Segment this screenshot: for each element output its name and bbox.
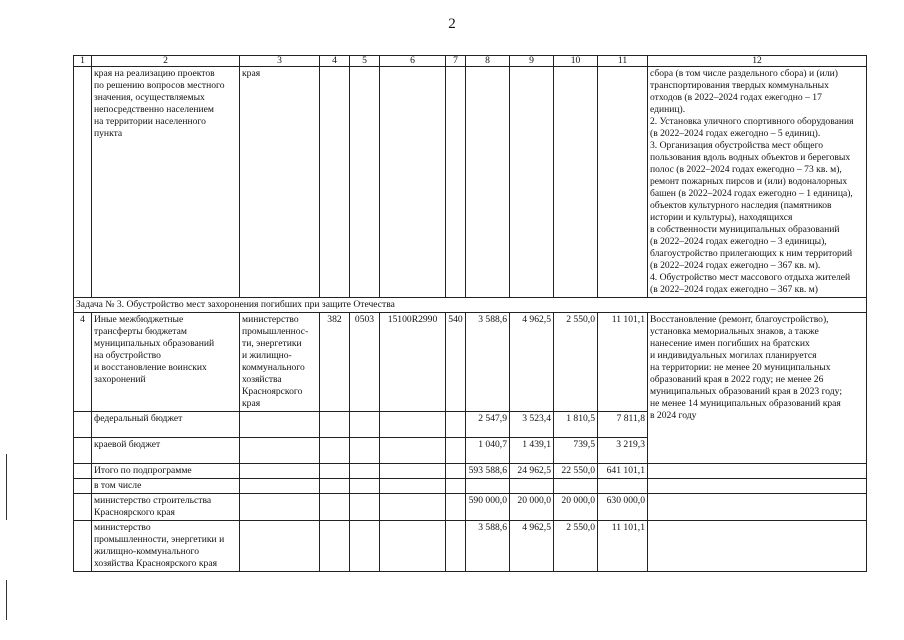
table-row [74, 67, 867, 298]
budget-source-label: федеральный бюджет [92, 412, 240, 438]
value-2022: 3 588,6 [466, 313, 510, 412]
table-row [74, 313, 867, 412]
value-total: 641 101,1 [598, 464, 648, 479]
column-number: 10 [554, 56, 598, 67]
page-number: 2 [448, 16, 456, 32]
value-2022: 593 588,6 [466, 464, 510, 479]
table-row [74, 521, 867, 572]
table-row [74, 479, 867, 494]
including-label: в том числе [92, 479, 240, 494]
value-2023: 20 000,0 [510, 494, 554, 521]
scan-edge-mark [6, 580, 7, 620]
measure-name: края на реализацию проектов по решению вопросов местного значения, осуществляемых непосредственно населением на территории населенного пункта [92, 67, 240, 298]
value-2023: 4 962,5 [510, 521, 554, 572]
vr-code: 540 [446, 313, 466, 412]
value-total: 3 219,3 [598, 438, 648, 464]
column-number: 4 [320, 56, 350, 67]
value-total: 11 101,1 [598, 521, 648, 572]
value-2022: 2 547,9 [466, 412, 510, 438]
column-number: 7 [446, 56, 466, 67]
value-2024: 1 810,5 [554, 412, 598, 438]
table-row [74, 494, 867, 521]
column-number: 2 [92, 56, 240, 67]
expected-result: сбора (в том числе раздельного сбора) и (или) транспортирования твердых коммунальных отходов (в 2022–2024 годах ежегодно – 17 единиц). 2. Установка уличного спортивного оборудования (в 2022–2024 годах ежегодно – 5 единиц). 3. Организация обустройства мест общего пользования вдоль водных объектов и береговых полос (в 2022–2024 годах ежегодно – 73 кв. м), ремонт пожарных пирсов и (или) водоналорных башен (в 2022–2024 годах ежегодно – 1 единица), объектов культурного наследия (памятников истории и культуры), находящихся в собственности муниципальных образований (в 2022–2024 годах ежегодно – 3 единицы), благоустройство прилегающих к ним территорий (в 2022–2024 годах ежегодно – 367 кв. м). 4. Обустройство мест массового отдыха жителей (в 2022–2024 годах ежегодно – 367 кв. м) [648, 67, 867, 298]
measure-name: Иные межбюджетные трансферты бюджетам муниципальных образований на обустройство и восстановление воинских захоронений [92, 313, 240, 412]
task-title: Задача № 3. Обустройство мест захоронения погибших при защите Отечества [74, 298, 867, 313]
value-2023: 1 439,1 [510, 438, 554, 464]
column-number: 5 [350, 56, 380, 67]
value-2024: 2 550,0 [554, 313, 598, 412]
value-total: 11 101,1 [598, 313, 648, 412]
executor: края [240, 67, 320, 298]
budget-source-label: краевой бюджет [92, 438, 240, 464]
subtotal-row [74, 464, 867, 479]
column-number: 3 [240, 56, 320, 67]
subtotal-label: Итого по подпрограмме [92, 464, 240, 479]
column-number: 9 [510, 56, 554, 67]
value-2023: 4 962,5 [510, 313, 554, 412]
grbs-code: 382 [320, 313, 350, 412]
column-number: 12 [648, 56, 867, 67]
ministry-label: министерство строительства Красноярского края [92, 494, 240, 521]
ministry-label: министерство промышленности, энергетики и жилищно-коммунального хозяйства Красноярского края [92, 521, 240, 572]
value-2024: 739,5 [554, 438, 598, 464]
table-header-row [74, 56, 867, 67]
value-2023: 24 962,5 [510, 464, 554, 479]
value-total: 630 000,0 [598, 494, 648, 521]
value-2022: 590 000,0 [466, 494, 510, 521]
value-total: 7 811,8 [598, 412, 648, 438]
value-2022: 3 588,6 [466, 521, 510, 572]
executor: министерство промышленнос- ти, энергетики и жилищно- коммунального хозяйства Красноярского края [240, 313, 320, 412]
value-2024: 22 550,0 [554, 464, 598, 479]
value-2024: 20 000,0 [554, 494, 598, 521]
expected-result: Восстановление (ремонт, благоустройство), установка мемориальных знаков, а также нанесение имен погибших на братских и индивидуальных могилах планируется на территории: не менее 20 муниципальных образований края в 2022 году; не менее 26 муниципальных образований края в 2023 году; не менее 14 муниципальных образований края в 2024 году [648, 313, 867, 464]
task-title-row [74, 298, 867, 313]
value-2022: 1 040,7 [466, 438, 510, 464]
column-number: 11 [598, 56, 648, 67]
value-2023: 3 523,4 [510, 412, 554, 438]
value-2024: 2 550,0 [554, 521, 598, 572]
column-number: 8 [466, 56, 510, 67]
budget-table [73, 55, 867, 572]
csr-code: 15100R2990 [380, 313, 446, 412]
scan-edge-mark [6, 454, 7, 520]
column-number: 6 [380, 56, 446, 67]
row-number: 4 [74, 313, 92, 412]
rzpr-code: 0503 [350, 313, 380, 412]
column-number: 1 [74, 56, 92, 67]
